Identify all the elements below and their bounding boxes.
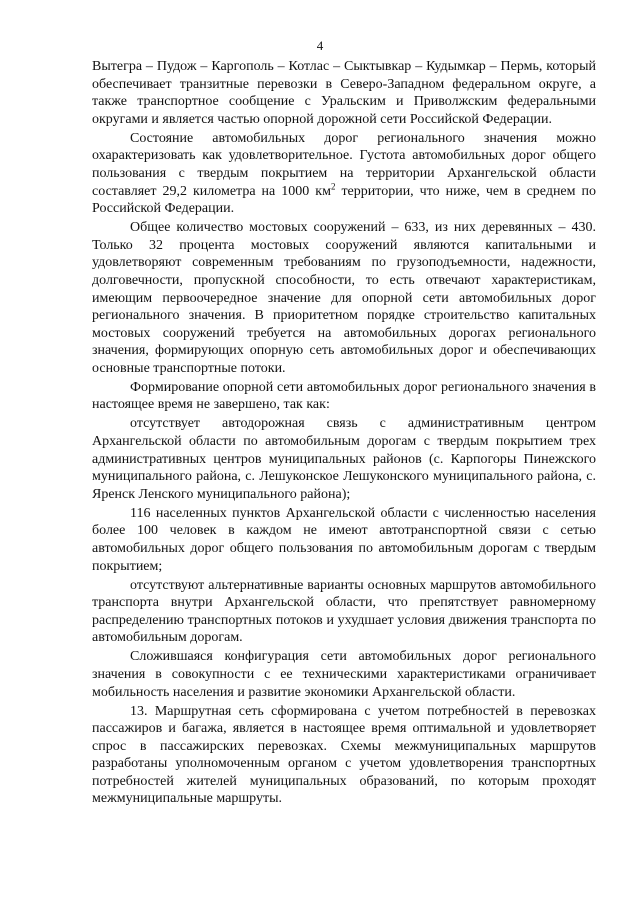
paragraph-network-incomplete: Формирование опорной сети автомобильных дорог регионального значения в настоящее время не завершено, так как: <box>92 379 596 413</box>
page-number: 4 <box>316 38 324 53</box>
list-item-no-road-link: отсутствует автодорожная связь с административным центром Архангельской области по автомобильным дорогам с твердым покрытием трех административных центров муниципальных районов (с. Карпогоры Пинежского муниципального района, с. Лешуконское Лешуконского муниципального района, с. Яренск Ленского муниципального района); <box>92 416 596 502</box>
paragraph-route-network: 13. Маршрутная сеть сформирована с учетом потребностей в перевозках пассажиров и багажа, является в настоящее время оптимальной и удовлетворяет спрос в пассажирских перевозках. Схемы межмуниципальных маршрутов разработаны уполномоченным органом с учетом удовлетворения транспортных потребностей жителей муниципальных образований, по которым проходят межмуниципальные маршруты. <box>92 703 596 807</box>
paragraph-configuration: Сложившаяся конфигурация сети автомобильных дорог регионального значения в совокупности с ее техническими характеристиками ограничивает мобильность населения и развитие экономики Архангельской области. <box>92 649 596 700</box>
document-body <box>92 58 596 809</box>
paragraph-bridges: Общее количество мостовых сооружений – 633, из них деревянных – 430. Только 32 процента мостовых сооружений являются капитальными и удовлетворяют современным требованиям по грузоподъемности, надежности, долговечности, пропускной способности, то есть отвечают характеристикам, имеющим первоочередное значение для опорной сети автомобильных дорог регионального значения. В приоритетном порядке строительство капитальных мостовых сооружений требуется на автомобильных дорогах регионального значения, формирующих опорную сеть автомобильных дорог и обеспечивающих основные транспортные потоки. <box>92 220 596 376</box>
list-item-settlements: 116 населенных пунктов Архангельской области с численностью населения более 100 человек в каждом не имеют автотранспортной связи с сетью автомобильных дорог общего пользования по автомобильным дорогам с твердым покрытием; <box>92 505 596 574</box>
paragraph-road-condition <box>92 130 596 218</box>
paragraph-road-condition-tail: территории, что ниже, чем в среднем по Российской Федерации. <box>92 183 596 217</box>
paragraph-route-continuation: Вытегра – Пудож – Каргополь – Котлас – Сыктывкар – Кудымкар – Пермь, который обеспечивает транзитные перевозки в Северо-Западном федеральном округе, а также транспортное сообщение с Уральским и Приволжским федеральными округами и является частью опорной дорожной сети Российской Федерации. <box>92 59 596 127</box>
superscript-squared: 2 <box>330 180 336 191</box>
paragraph-road-condition-text: Состояние автомобильных дорог регионального значения можно охарактеризовать как удовлетворительное. Густота автомобильных дорог общего пользования с твердым покрытием на территории Архангельской области составляет 29,2 километра на 1000 км <box>92 130 596 199</box>
list-item-no-alternatives: отсутствуют альтернативные варианты основных маршрутов автомобильного транспорта внутри Архангельской области, что препятствует равномерному распределению транспортных потоков и ухудшает условия движения транспорта по автомобильным дорогам. <box>92 577 596 646</box>
